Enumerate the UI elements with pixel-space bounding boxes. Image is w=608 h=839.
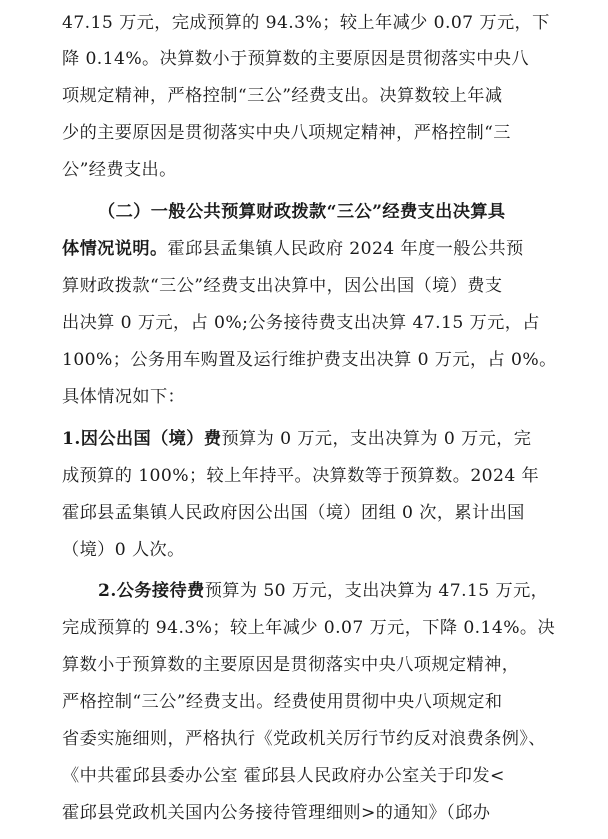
- text-run: 霍邱县孟集镇人民政府 2024 年度一般公共预: [167, 239, 524, 259]
- section-heading-cont: 体情况说明。: [62, 239, 168, 259]
- text-line: [62, 424, 531, 454]
- text-line: （境）0 人次。: [62, 540, 185, 560]
- text-line: 《中共霍邱县委办公室 霍邱县人民政府办公室关于印发<: [62, 766, 505, 786]
- text-line: 具体情况如下：: [62, 387, 186, 407]
- text-line: 算财政拨款“三公”经费支出决算中，因公出国（境）费支: [62, 276, 503, 296]
- text-line: [98, 576, 548, 606]
- text-line: 公”经费支出。: [62, 160, 177, 180]
- section-heading: （二）一般公共预算财政拨款“三公”经费支出决算具: [98, 202, 506, 222]
- text-line: 100%；公务用车购置及运行维护费支出决算 0 万元，占 0%。: [62, 350, 557, 370]
- text-line: 霍邱县党政机关国内公务接待管理细则>的通知》（邱办: [62, 803, 491, 823]
- text-run: 预算为 50 万元，支出决算为 47.15 万元，: [204, 581, 549, 601]
- text-line: 完成预算的 94.3%；较上年减少 0.07 万元，下降 0.14%。决: [62, 618, 556, 638]
- item-label: 2.公务接待费: [98, 581, 205, 601]
- text-line: 严格控制“三公”经费支出。经费使用贯彻中央八项规定和: [62, 692, 503, 712]
- text-line: 算数小于预算数的主要原因是贯彻落实中央八项规定精神，: [62, 655, 520, 675]
- text-line: 项规定精神，严格控制“三公”经费支出。决算数较上年减: [62, 86, 503, 106]
- text-line: 少的主要原因是贯彻落实中央八项规定精神，严格控制“三: [62, 123, 511, 143]
- item-label: 1.因公出国（境）费: [62, 429, 222, 449]
- text-line: [62, 234, 524, 264]
- text-line: 成预算的 100%；较上年持平。决算数等于预算数。2024 年: [62, 466, 540, 486]
- text-run: 预算为 0 万元，支出决算为 0 万元，完: [221, 429, 532, 449]
- text-line: 出决算 0 万元，占 0%;公务接待费支出决算 47.15 万元，占: [62, 313, 540, 333]
- text-line: 47.15 万元，完成预算的 94.3%；较上年减少 0.07 万元，下: [62, 13, 550, 33]
- text-line: 霍邱县孟集镇人民政府因公出国（境）团组 0 次，累计出国: [62, 503, 525, 523]
- text-line: 降 0.14%。决算数小于预算数的主要原因是贯彻落实中央八: [62, 49, 529, 69]
- text-line: 省委实施细则，严格执行《党政机关厉行节约反对浪费条例》、: [62, 729, 546, 749]
